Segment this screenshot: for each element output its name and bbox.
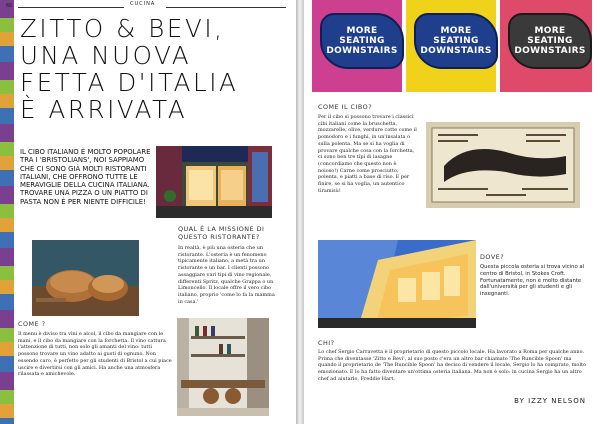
title-line-1: ZITTO & BEVI, xyxy=(20,14,225,43)
bar-interior-illustration xyxy=(177,318,269,416)
sign-board-1 xyxy=(320,13,404,69)
storefront-illustration xyxy=(156,146,272,218)
come-heading: COME ? xyxy=(18,320,46,328)
title-line-3: FETTA D'ITALIA xyxy=(20,68,239,97)
sign-panel-1 xyxy=(312,0,402,92)
header-rule-left xyxy=(18,7,124,8)
section-label: CUCINA xyxy=(130,1,156,7)
sign-text-1c: DOWNSTAIRS xyxy=(326,46,398,56)
dove-text: Questa piccola osteria si trova vicino al centro di Bristol, in Stokes Croft. Fortunatamente, non è molto distante dall'università per gli studenti e gli insegnanti. xyxy=(480,264,585,298)
dove-heading: DOVE? xyxy=(480,253,505,261)
chi-text: Lo chef Sergio Carravetta è il proprietario di questo piccolo locale. Ha lavorato a Roma per qualche anno. Prima che diventasse 'Zitto e Bevi', al suo posto c'era un altro bar chiamato 'The Runcible Spoon' ma quando il proprietario de 'The Runcible Spoon' ha deciso di vendere il locale, Sergio lo ha comprato, molto emozionato. E lo ha fatto diventare un'ottima osteria italiana. Ma non è solo: in cucina Sergio ha un altro chef ad aiutarlo, Freddie Hart. xyxy=(318,349,586,382)
page-edge-decoration xyxy=(0,0,14,424)
title-line-2: UNA NUOVA xyxy=(20,41,192,70)
chi-heading: CHI? xyxy=(318,339,335,347)
sign-text-2c: DOWNSTAIRS xyxy=(420,46,492,56)
bread-photo xyxy=(32,240,139,316)
cibo-heading: COME IL CIBO? xyxy=(318,103,373,111)
bar-interior-photo xyxy=(177,318,269,416)
cibo-text: Per il cibo si possono trovare i classici cibi italiani come la bruschetta, mozzarelle, olive, verdure cotte come il pomodoro e i funghi, in un'insalata o sulla polenta. Ma se si ha voglia di provare qualche cosa con la forchetta, ci sono ben tre tipi di lasagne (concordiamo che questo non è noioso!) Carne come prosciutto, polenta, e piatti a base di riso. E per finire, se si ha voglia, un autentico tiramisù! xyxy=(318,114,417,194)
sign-panel-3 xyxy=(500,0,592,92)
sign-text-1b: SEATING xyxy=(339,36,385,46)
left-page xyxy=(0,0,296,424)
exterior-illustration xyxy=(318,240,476,328)
sign-text-1a: MORE xyxy=(346,26,378,36)
right-page xyxy=(304,0,600,424)
sign-text-2b: SEATING xyxy=(433,36,479,46)
page-spine xyxy=(296,0,304,424)
sign-panel-2 xyxy=(406,0,496,92)
sign-text-3b: SEATING xyxy=(527,36,573,46)
header-rule-right xyxy=(166,7,286,8)
storefront-photo xyxy=(156,146,272,218)
sign-board-3 xyxy=(508,13,592,69)
menu-illustration xyxy=(426,122,580,208)
mission-heading: QUAL È LA MISSIONE DI QUESTO RISTORANTE? xyxy=(178,225,265,241)
sign-board-2 xyxy=(414,13,498,69)
article-title xyxy=(20,15,250,123)
come-text: Il menu è diviso tra vini e alcol, il cibo da mangiare con le mani, e il cibo da mangiare con la forchetta. Il vino cattura l'attenzione di tutti, non solo gli amanti del vino: tutti possono trovare un vino adatto ai gusti di ognuno. Non essendo caro, è perfetto per gli studenti di Bristol a cui piace uscire e divertirsi con gli amici. Ha anche una atmosfera rilassata e amichevole. xyxy=(18,331,172,378)
bread-illustration xyxy=(32,240,139,316)
title-line-4: È ARRIVATA xyxy=(20,95,188,124)
exterior-photo xyxy=(318,240,476,328)
sign-text-2a: MORE xyxy=(440,26,472,36)
page-number: 66 xyxy=(6,3,13,9)
intro-paragraph: IL CIBO ITALIANO È MOLTO POPOLARE TRA I 'BRISTOLIANS', NOI SAPPIAMO CHE CI SONO GIÀ MOLTI RISTORANTI ITALIANI, CHE OFFRONO TUTTE LE MERAVIGLIE DELLA CUCINA ITALIANA. TROVARE UNA PIZZA O UN PIATTO DI PASTA NON È PER NIENTE DIFFICILE! xyxy=(20,148,151,206)
sign-text-3a: MORE xyxy=(534,26,566,36)
byline: BY IZZY NELSON xyxy=(514,397,586,405)
menu-photo xyxy=(426,122,580,208)
sign-text-3c: DOWNSTAIRS xyxy=(514,46,586,56)
mission-text: In realtà, è più una osteria che un ristorante. L'osteria è un fenomeno tipicamente italiano, a metà tra un ristorante e un bar. I clienti possono assaggiare vari tipi di vino regionale, differenti Spritz, qualche Grappa o un Limoncello. Il locale offre il vero cibo italiano, proprio 'come lo fa la mamma in casa.' xyxy=(178,245,275,305)
